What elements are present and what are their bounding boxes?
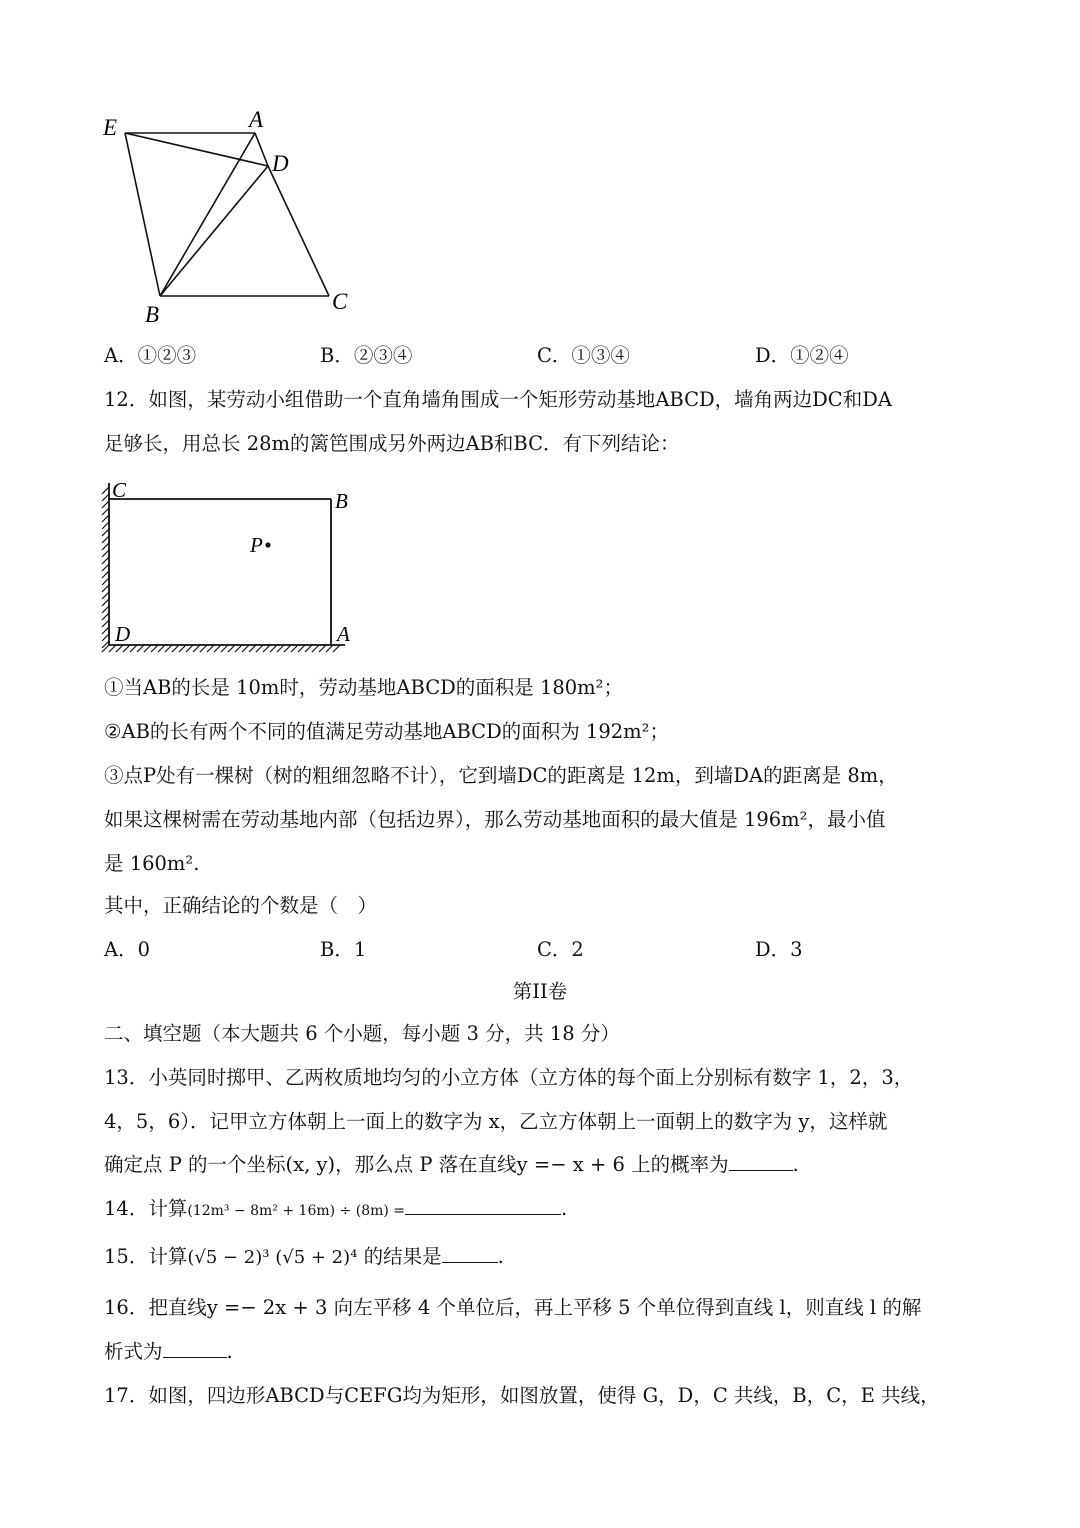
q12-option-d[interactable]: D．3 (755, 938, 803, 961)
q11-option-b[interactable]: B．②③④ (320, 344, 413, 367)
wall-hatch-mark (102, 557, 109, 564)
wall-hatch-mark (158, 645, 165, 652)
wall-hatch-mark (116, 645, 123, 652)
wall-hatch-mark (284, 645, 291, 652)
label-d2: D (115, 622, 131, 646)
segment-db (160, 166, 268, 296)
q14-expression: (12m³ − 8m² + 16m) ÷ (8m) = (187, 1203, 406, 1219)
q17-line-1: 17．如图，四边形ABCD与CEFG均为矩形，如图放置，使得 G，D，C 共线，B，C，E 共线， (104, 1384, 940, 1407)
wall-hatch-mark (319, 645, 326, 652)
wall-hatch-mark (151, 645, 158, 652)
label-a: A (249, 107, 264, 132)
wall-hatch-mark (102, 634, 109, 641)
label-b2: B (335, 489, 348, 513)
wall-hatch-mark (102, 522, 109, 529)
wall-hatch-mark (214, 645, 221, 652)
q16-line-1: 16．把直线y =− 2x + 3 向左平移 4 个单位后，再上平移 5 个单位得到直线 l，则直线 l 的解 (104, 1296, 922, 1319)
wall-hatch-mark (102, 599, 109, 606)
wall-hatch-mark (102, 613, 109, 620)
wall-hatch-mark (298, 645, 305, 652)
q16-line-2: 析式为 . (104, 1340, 233, 1363)
wall-hatch-mark (102, 550, 109, 557)
wall-hatch-mark (102, 508, 109, 515)
segment-ed (125, 133, 268, 166)
q12-conclusion-3c: 是 160m². (104, 852, 200, 875)
wall-hatch-mark (102, 487, 109, 494)
wall-hatch-mark (102, 645, 109, 652)
wall-hatch-mark (102, 515, 109, 522)
q14-line: 14．计算(12m³ − 8m² + 16m) ÷ (8m) = . (104, 1197, 568, 1220)
wall-hatch-mark (165, 645, 172, 652)
wall-hatch-mark (102, 543, 109, 550)
label-a2: A (337, 622, 350, 646)
wall-hatch-mark (102, 494, 109, 501)
wall-hatch-mark (256, 645, 263, 652)
q15-line: 15．计算(√5 − 2)³ (√5 + 2)⁴ 的结果是 . (104, 1245, 504, 1268)
wall-hatch-mark (102, 641, 109, 648)
wall-hatch-mark (312, 645, 319, 652)
q11-option-c[interactable]: C．①③④ (537, 344, 630, 367)
wall-hatch-mark (102, 627, 109, 634)
q15-expression: (√5 − 2)³ (√5 + 2)⁴ (187, 1247, 358, 1268)
wall-hatch-mark (102, 501, 109, 508)
q12-option-b[interactable]: B．1 (320, 938, 367, 961)
q12-line-1: 12．如图，某劳动小组借助一个直角墙角围成一个矩形劳动基地ABCD，墙角两边DC和DA (104, 388, 892, 411)
wall-hatch-mark (326, 645, 333, 652)
wall-hatch-mark (123, 645, 130, 652)
wall-hatch-mark (102, 529, 109, 536)
q12-conclusion-1: ①当AB的长是 10m时，劳动基地ABCD的面积是 180m²； (104, 676, 623, 699)
wall-hatch-mark (221, 645, 228, 652)
wall-hatch-mark (130, 645, 137, 652)
q12-conclusion-3a: ③点P处有一棵树（树的粗细忽略不计），它到墙DC的距离是 12m，到墙DA的距离是 8m， (104, 764, 898, 787)
q12-conclusion-3b: 如果这棵树需在劳动基地内部（包括边界），那么劳动基地面积的最大值是 196m²，最小值 (104, 808, 886, 831)
wall-hatch-mark (200, 645, 207, 652)
q11-option-d[interactable]: D．①②④ (755, 344, 849, 367)
q12-conclusion-2: ②AB的长有两个不同的值满足劳动基地ABCD的面积为 192m²； (104, 720, 669, 743)
wall-hatch-mark (102, 578, 109, 585)
figure-quadrilateral (95, 100, 365, 335)
wall-hatch-mark (263, 645, 270, 652)
wall-hatch-mark (137, 645, 144, 652)
q13-answer-blank[interactable] (729, 1152, 793, 1171)
q13-line-3: 确定点 P 的一个坐标(x, y)，那么点 P 落在直线y =− x + 6 上的概率为 . (104, 1153, 799, 1176)
segment-ad (255, 133, 268, 166)
wall-hatch-mark (144, 645, 151, 652)
q13-line-2: 4，5，6）．记甲立方体朝上一面上的数字为 x，乙立方体朝上一面朝上的数字为 y，这样就 (104, 1110, 888, 1133)
tree-point-p (265, 542, 270, 547)
wall-hatch-mark (102, 585, 109, 592)
wall-hatch-mark (291, 645, 298, 652)
wall-hatch-mark (270, 645, 277, 652)
wall-hatch-mark (102, 620, 109, 627)
segment-eb (125, 133, 160, 296)
wall-hatch-mark (333, 645, 340, 652)
label-c: C (332, 289, 348, 314)
wall-hatch-mark (179, 645, 186, 652)
segment-dc (268, 166, 329, 296)
q16-answer-blank[interactable] (163, 1339, 227, 1358)
q12-line-2: 足够长，用总长 28m的篱笆围成另外两边AB和BC．有下列结论： (104, 432, 680, 455)
q11-option-a[interactable]: A．①②③ (104, 344, 197, 367)
wall-hatch-mark (102, 571, 109, 578)
wall-hatch-mark (277, 645, 284, 652)
wall-hatch-mark (305, 645, 312, 652)
wall-hatch-mark (186, 645, 193, 652)
wall-hatch-mark (102, 536, 109, 543)
wall-hatch-mark (249, 645, 256, 652)
figure-rectangle-base (95, 475, 365, 655)
wall-hatch-mark (207, 645, 214, 652)
wall-hatch-mark (242, 645, 249, 652)
segment-ab (160, 133, 255, 296)
wall-hatch-mark (193, 645, 200, 652)
label-e: E (103, 115, 118, 140)
q12-option-c[interactable]: C．2 (537, 938, 584, 961)
q12-question: 其中，正确结论的个数是（ ） (104, 894, 378, 917)
wall-hatch-mark (109, 645, 116, 652)
q13-line-1: 13．小英同时掷甲、乙两枚质地均匀的小立方体（立方体的每个面上分别标有数字 1，2，3， (104, 1066, 914, 1089)
section-header: 二、填空题（本大题共 6 个小题，每小题 3 分，共 18 分） (104, 1022, 620, 1045)
section-title: 第II卷 (512, 980, 568, 1003)
label-p: P (250, 533, 263, 557)
label-b: B (145, 302, 160, 327)
q15-answer-blank[interactable] (442, 1244, 498, 1263)
wall-hatch-mark (228, 645, 235, 652)
q14-answer-blank[interactable] (405, 1196, 561, 1215)
label-d: D (272, 151, 289, 176)
wall-hatch-mark (172, 645, 179, 652)
wall-hatch-mark (102, 592, 109, 599)
wall-hatch-mark (102, 564, 109, 571)
wall-hatch-mark (102, 606, 109, 613)
label-c2: C (112, 478, 127, 502)
q12-option-a[interactable]: A．0 (104, 938, 151, 961)
wall-hatch-mark (235, 645, 242, 652)
